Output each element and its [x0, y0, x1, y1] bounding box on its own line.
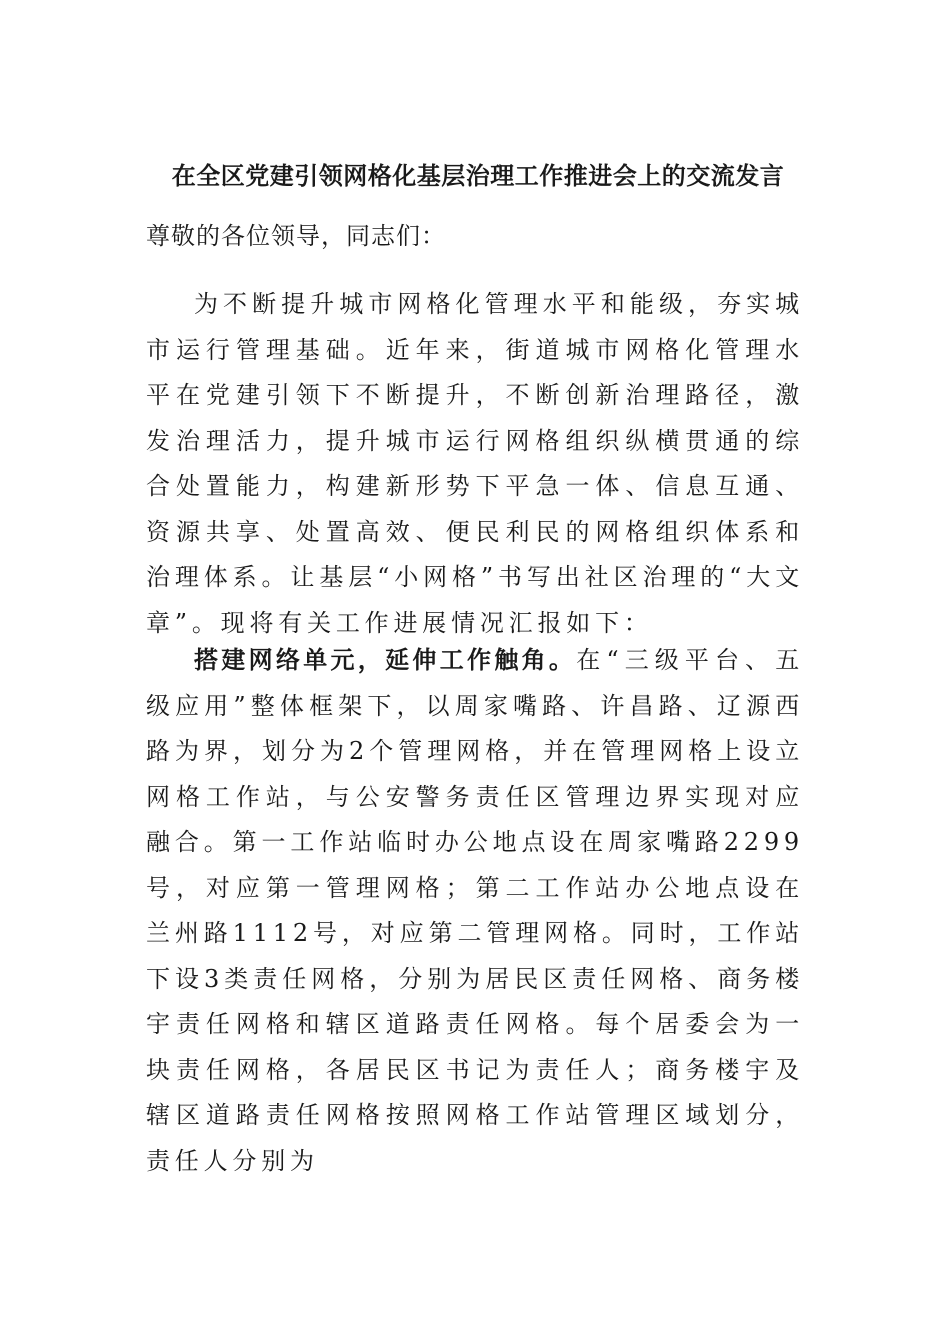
document-title: 在全区党建引领网格化基层治理工作推进会上的交流发言 [171, 161, 785, 190]
salutation: 尊敬的各位领导，同志们： [146, 222, 446, 250]
paragraph-lead-heading: 搭建网络单元，延伸工作触角。 [194, 645, 577, 674]
paragraph-body: 在“三级平台、五级应用”整体框架下，以周家嘴路、许昌路、辽源西路为界，划分为2个管理网格，并在管理网格上设立网格工作站，与公安警务责任区管理边界实现对应融合。第一工作站临时办公地点设在周家嘴路2299号，对应第一管理网格；第二工作站办公地点设在兰州路1112号，对应第二管理网格。同时，工作站下设3类责任网格，分别为居民区责任网格、商务楼宇责任网格和辖区道路责任网格。每个居委会为一块责任网格，各居民区书记为责任人；商务楼宇及辖区道路责任网格按照网格工作站管理区域划分，责任人分别为 [146, 646, 804, 1175]
paragraph-intro: 为不断提升城市网格化管理水平和能级，夯实城市运行管理基础。近年来，街道城市网格化管理水平在党建引领下不断提升，不断创新治理路径，激发治理活力，提升城市运行网格组织纵横贯通的综合处置能力，构建新形势下平急一体、信息互通、资源共享、处置高效、便民利民的网格组织体系和治理体系。让基层“小网格”书写出社区治理的“大文章”。现将有关工作进展情况汇报如下： [146, 290, 804, 637]
paragraph-network-units [146, 637, 804, 1184]
